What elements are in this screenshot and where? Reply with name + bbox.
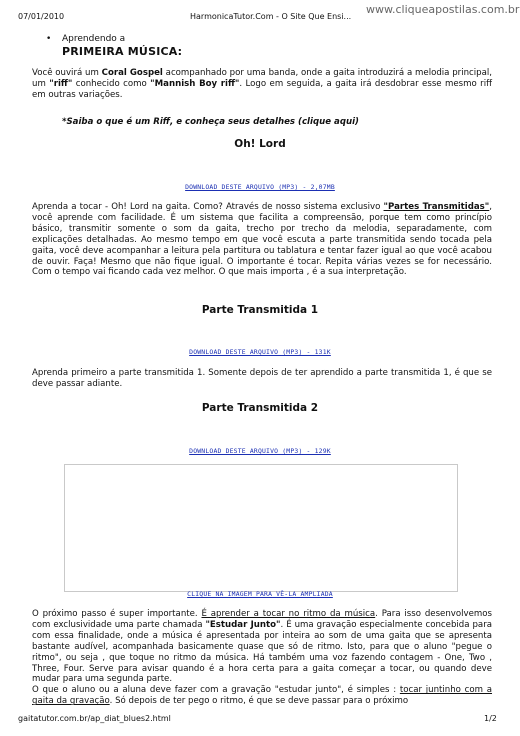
sheet-music-image[interactable] xyxy=(64,464,458,592)
rhythm-link[interactable]: É aprender a tocar no ritmo da música xyxy=(201,609,376,619)
lesson-paragraph xyxy=(32,202,492,278)
download-link-part2[interactable]: DOWNLOAD DESTE ARQUIVO (MP3) - 129K xyxy=(189,447,331,455)
bullet-icon: • xyxy=(46,34,52,44)
play-along-link[interactable]: tocar juntinho com a gaita da gravação xyxy=(32,685,493,707)
rhythm-paragraph xyxy=(32,609,492,707)
part1-paragraph: Aprenda primeiro a parte transmitida 1. Somente depois de ter aprendido a parte transmitida 1, é que se deve passar adiante. xyxy=(32,368,492,389)
bold-text: "Mannish Boy riff" xyxy=(150,78,240,89)
text: Aprenda a tocar - Oh! Lord na gaita. Como? Através de nosso sistema exclusivo xyxy=(32,202,384,212)
page-number: 1/2 xyxy=(484,714,497,723)
watermark: www.cliqueapostilas.com.br xyxy=(366,3,520,16)
download-link-full-song[interactable]: DOWNLOAD DESTE ARQUIVO (MP3) - 2,07MB xyxy=(185,183,335,191)
download-link-part1[interactable]: DOWNLOAD DESTE ARQUIVO (MP3) - 131K xyxy=(189,348,331,356)
intro-label: Aprendendo a xyxy=(62,34,126,44)
page-subtitle: PRIMEIRA MÚSICA: xyxy=(62,45,183,58)
text: . É uma gravação especialmente concebida para com essa finalidade, onde a música é apresentada por inteira ao som de uma gaita que se apresenta bastante audível, acompanhada basicamente quase que só de ritmo. Isto, para que o aluno "pegue o ritmo", ou seja , que toque no ritmo da música. Há também uma voz fazendo contagem - One, Two , Three, Four. Serve para avisar quando é a hora certa para a gaita começar a tocar, ou quando deve mudar para uma segunda parte. xyxy=(32,619,492,685)
song-title: Oh! Lord xyxy=(234,138,286,150)
image-enlarge-link[interactable]: CLIQUE NA IMAGEM PARA VÊ-LA AMPLIADA xyxy=(187,590,333,598)
header-title: HarmonicaTutor.Com - O Site Que Ensi... xyxy=(190,12,352,21)
text: conhecido como xyxy=(72,78,151,89)
intro-paragraph xyxy=(32,68,492,101)
riff-info-link[interactable]: *Saiba o que é um Riff, e conheça seus detalhes (clique aqui) xyxy=(62,117,359,127)
partes-transmitidas-link[interactable]: "Partes Transmitidas" xyxy=(383,202,490,212)
text: O que o aluno ou a aluna deve fazer com a gravação "estudar junto", é simples : xyxy=(32,685,400,696)
text: O próximo passo é super importante. xyxy=(32,609,202,619)
footer-url: gaitatutor.com.br/ap_diat_blues2.html xyxy=(18,714,171,723)
text: . Para isso desenvolvemos com exclusividade uma parte chamada xyxy=(32,609,492,630)
header-date: 07/01/2010 xyxy=(18,12,65,21)
text: , você aprende com facilidade. É um sistema que facilita a compreensão, porque tem como princípio básico, transmitir somente o som da gaita, trecho por trecho da melodia, separadamente, com explicações detalhadas. Ao mesmo tempo em que você escuta a parte transmitida sendo tocada pela gaita, você deve acompanhar a leitura pela partitura ou tablatura e tentar fazer igual ao que você acabou de ouvir. Faça! Mesmo que não fique igual. O importante é tocar. Repita várias vezes se for necessário. Com o tempo vai ficando cada vez melhor. O que mais importa , é a sua interpretação. xyxy=(32,202,493,278)
part2-title: Parte Transmitida 2 xyxy=(201,402,319,414)
text: acompanhado por uma banda, onde a gaita introduzirá a melodia principal, um xyxy=(32,68,493,89)
text: Você ouvirá um xyxy=(32,68,102,78)
text: . Só depois de ter pego o ritmo, é que se deve passar para o próximo xyxy=(109,696,409,707)
bold-text: Coral Gospel xyxy=(101,68,163,78)
bold-text: "riff" xyxy=(49,78,73,89)
text: . Logo em seguida, a gaita irá desdobrar esse mesmo riff em outras variações. xyxy=(32,78,492,100)
bold-text: "Estudar Junto" xyxy=(205,619,281,630)
part1-title: Parte Transmitida 1 xyxy=(201,304,319,316)
